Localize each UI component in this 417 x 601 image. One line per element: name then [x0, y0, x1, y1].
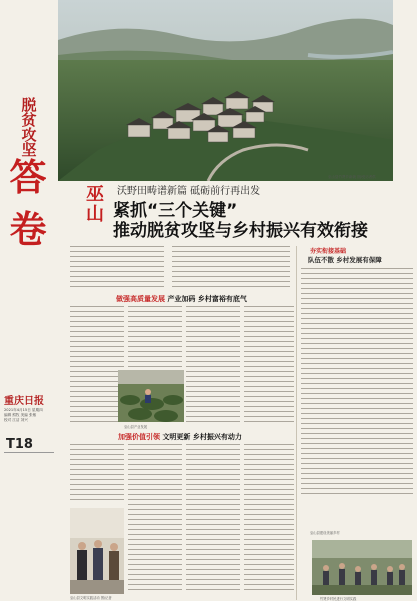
section-1-text-col-4: [244, 306, 294, 424]
image-caption: 巫山县建设美丽乡村: [310, 531, 340, 535]
section-2-heading-red: 加强价值引领: [118, 433, 160, 441]
image-caption: 巫山县文明实践活动 图/记者: [70, 596, 112, 600]
rail-answer-title: [6, 155, 50, 251]
section-2-heading-black: 文明更新 乡村振兴有动力: [162, 433, 242, 441]
section-2-text-col-2: [128, 444, 182, 594]
rail-answer-top: 答: [9, 155, 47, 199]
photo-caption: 巫山县竹贤乡新貌 图/受访者供: [328, 175, 376, 179]
rail-meta-line: 2021年4月15日 星期四: [4, 408, 43, 412]
image-caption: 竹贤乡村民进行文明实践: [320, 597, 357, 601]
landscape-photo-illustration: [58, 0, 393, 181]
headline-kicker: 沃野田畴谱新篇 砥砺前行再出发: [117, 186, 261, 197]
villagers-gathering-photo: [312, 540, 412, 595]
rail-meta-line: 校对 江洁 刘兴: [4, 418, 28, 422]
image-caption: 巫山县产业发展: [124, 425, 148, 429]
column-divider: [296, 246, 297, 600]
villagers-gathering-illustration: [312, 540, 412, 595]
section-1-text-col-3: [186, 306, 240, 424]
section-1-heading-black: 产业加码 乡村富裕有底气: [167, 295, 247, 303]
section-2-text-col-3: [186, 444, 240, 594]
headline-line-1: 紧抓“三个关键”: [113, 201, 238, 221]
lead-text-col-1: [70, 246, 164, 291]
rail-meta-line: 编辑 熊牧 美编 张敏: [4, 413, 37, 417]
section-2-heading: [118, 432, 242, 442]
left-rail: [0, 0, 58, 600]
tea-garden-illustration: [118, 370, 184, 422]
civilization-practice-photo: [70, 508, 124, 594]
rail-answer-bottom: 卷: [9, 207, 47, 251]
rail-divider: [4, 452, 54, 453]
village-landscape-photo: [58, 0, 393, 181]
box-heading: 夯实衔接基础: [310, 248, 347, 255]
rail-title: 脱贫攻坚: [21, 96, 37, 159]
section-1-text-col-1: [70, 306, 124, 424]
section-1-text-col-2: [128, 306, 182, 368]
page-number: T18: [6, 437, 33, 452]
tea-garden-photo: [118, 370, 184, 422]
section-1-heading: [116, 294, 247, 304]
headline-line-2: 推动脱贫攻坚与乡村振兴有效衔接: [113, 221, 368, 241]
civilization-practice-illustration: [70, 508, 124, 594]
section-1-heading-red: 做强高质量发展: [116, 295, 165, 303]
box-subheading: 队伍不散 乡村发展有保障: [308, 256, 382, 264]
headline-place: 巫山: [86, 184, 104, 225]
rail-meta: [4, 408, 58, 423]
right-column-text: [301, 268, 413, 498]
section-2-text-col-1: [70, 444, 124, 504]
section-2-text-col-4: [244, 444, 294, 594]
lead-text-col-2: [172, 246, 290, 291]
newspaper-logo: 重庆日报: [4, 396, 44, 407]
